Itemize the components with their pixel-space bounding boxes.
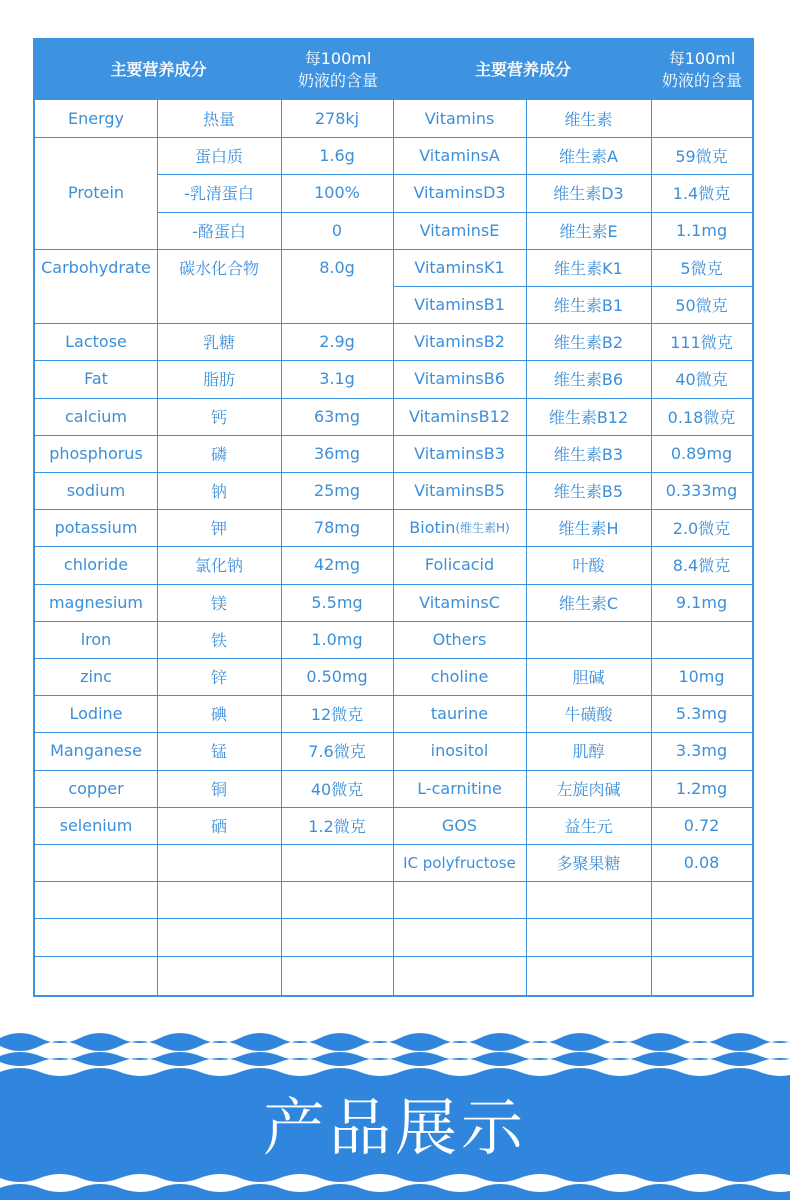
grid-line (393, 100, 394, 995)
vitamin-value (651, 621, 752, 658)
grid-line (35, 398, 393, 399)
energy-label: Energy (67, 109, 124, 129)
vitamin-value: 0.333mg (665, 481, 738, 501)
nutrient-value: 40微克 (310, 779, 364, 799)
grid-line (35, 881, 393, 882)
grid-line (393, 956, 754, 957)
protein-sub-label: -酪蛋白 (192, 221, 246, 241)
grid-line (393, 881, 754, 882)
wave-top-line (0, 1033, 790, 1051)
vitamin-label-cn: 肌醇 (572, 742, 605, 762)
nutrient-label: sodium (66, 481, 126, 501)
nutrient-value: 1.2微克 (308, 816, 366, 836)
carbohydrate-value: 8.0g (319, 257, 355, 277)
grid-line (157, 212, 393, 213)
grid-line (35, 956, 393, 957)
protein-sub-value: 1.6g (319, 146, 355, 166)
wave-top-line-2 (0, 1052, 790, 1066)
vitamin-label: Vitamins (424, 109, 495, 129)
grid-line (35, 137, 393, 138)
header-content-left: 每100ml 奶液的含量 (297, 49, 378, 90)
vitamin-label-cn: 维生素B2 (553, 333, 624, 353)
carbohydrate-label: Carbohydrate (41, 257, 151, 277)
vitamin-label-cn: 维生素A (559, 147, 618, 167)
vitamin-label: VitaminsB12 (409, 406, 510, 426)
vitamin-label: taurine (430, 704, 489, 724)
vitamin-label-cn: 维生素B12 (548, 407, 629, 427)
nutrient-label: zinc (80, 667, 112, 687)
nutrient-label-cn: 脂肪 (202, 370, 235, 390)
header-content-right: 每100ml 奶液的含量 (661, 49, 742, 90)
grid-line (35, 472, 393, 473)
vitamin-label: VitaminsC (419, 592, 500, 612)
vitamin-value: 5.3mg (675, 704, 728, 724)
protein-sub-value: 100% (314, 183, 360, 203)
vitamin-label-cn: 牛磺酸 (564, 705, 613, 725)
vitamin-value: 10mg (678, 667, 725, 687)
vitamin-label: VitaminsB5 (414, 481, 505, 501)
grid-line (393, 770, 754, 771)
nutrient-label-cn: 锰 (210, 742, 227, 762)
nutrient-label: Fat (84, 369, 108, 389)
vitamin-value: 40微克 (675, 370, 728, 390)
grid-line (35, 621, 393, 622)
nutrient-label: chloride (63, 555, 129, 575)
header-nutrients-right: 主要营养成分 (474, 60, 571, 79)
vitamin-label-cn: 多聚果糖 (556, 854, 621, 874)
vitamin-label: VitaminsB3 (414, 443, 505, 463)
vitamin-label: inositol (430, 741, 489, 761)
grid-line (35, 918, 393, 919)
nutrient-label: Lodine (69, 704, 123, 724)
protein-sub-value: 0 (331, 220, 343, 240)
nutrient-label: Lactose (65, 332, 127, 352)
biotin-subtext: (维生素H) (455, 521, 510, 536)
vitamin-label: VitaminsE (419, 220, 500, 240)
grid-line (393, 732, 754, 733)
vitamin-label-cn: 叶酸 (572, 556, 605, 576)
protein-sub-label: 蛋白质 (194, 147, 243, 167)
vitamin-label: Others (432, 629, 487, 649)
vitamin-value: 1.1mg (675, 220, 728, 240)
vitamin-label: VitaminsA (419, 146, 500, 166)
vitamin-value: 0.89mg (670, 443, 733, 463)
vitamin-value: 0.72 (683, 815, 720, 835)
nutrient-value: 42mg (313, 555, 361, 575)
vitamin-value: 0.08 (683, 853, 720, 873)
grid-line (393, 398, 754, 399)
vitamin-label: Folicacid (424, 555, 495, 575)
nutrient-value: 78mg (313, 518, 361, 538)
nutrient-label-cn: 碘 (210, 705, 227, 725)
grid-line (526, 100, 527, 995)
grid-line (393, 360, 754, 361)
vitamin-label-cn: 维生素B3 (553, 444, 624, 464)
nutrient-label: magnesium (48, 592, 144, 612)
grid-line (35, 360, 393, 361)
nutrient-value: 12微克 (310, 705, 364, 725)
nutrient-label: calcium (64, 406, 127, 426)
grid-line (35, 732, 393, 733)
vitamin-label: IC polyfructose (403, 853, 516, 872)
grid-line (35, 695, 393, 696)
nutrient-value: 2.9g (319, 332, 355, 352)
grid-line (393, 509, 754, 510)
vitamin-label-cn (526, 621, 651, 658)
grid-line (393, 695, 754, 696)
protein-label: Protein (67, 183, 125, 203)
nutrient-label-cn: 磷 (210, 444, 227, 464)
vitamin-value: 3.3mg (675, 741, 728, 761)
vitamin-value (651, 100, 752, 137)
vitamin-value: 8.4微克 (672, 556, 731, 576)
grid-line (393, 174, 754, 175)
vitamin-label-cn: 维生素H (558, 519, 619, 539)
grid-line (393, 621, 754, 622)
grid-line (157, 174, 393, 175)
vitamin-label: choline (430, 667, 489, 687)
vitamin-label-cn: 益生元 (564, 816, 613, 836)
vitamin-label-cn: 维生素 (564, 110, 613, 130)
vitamin-value: 1.4微克 (672, 184, 731, 204)
nutrient-label-cn: 镁 (210, 593, 227, 613)
nutrient-label-cn: 钾 (210, 519, 227, 539)
nutrient-label-cn: 铜 (210, 779, 227, 799)
vitamin-label: VitaminsB1 (414, 295, 505, 315)
vitamin-label: VitaminsK1 (414, 257, 505, 277)
grid-line (393, 435, 754, 436)
nutrient-value: 0.50mg (306, 667, 368, 687)
grid-line (393, 807, 754, 808)
vitamin-value: 111微克 (670, 333, 733, 353)
grid-line (35, 509, 393, 510)
grid-line (35, 807, 393, 808)
grid-line (35, 323, 393, 324)
nutrient-label-cn: 铁 (210, 630, 227, 650)
vitamin-label: L-carnitine (417, 778, 502, 798)
vitamin-label-cn: 维生素D3 (553, 184, 624, 204)
biotin-text: Biotin (409, 518, 456, 538)
grid-line (35, 249, 393, 250)
grid-line (393, 584, 754, 585)
nutrient-label: phosphorus (49, 443, 143, 463)
nutrient-value: 36mg (313, 443, 361, 463)
grid-line (35, 658, 393, 659)
vitamin-value: 50微克 (675, 296, 728, 316)
wave-bottom-line (0, 1184, 790, 1200)
header-nutrients-left: 主要营养成分 (110, 60, 207, 79)
grid-line (393, 286, 754, 287)
vitamin-value: 9.1mg (675, 592, 728, 612)
grid-line (651, 100, 652, 995)
vitamin-label: VitaminsB6 (414, 369, 505, 389)
protein-sub-label: -乳清蛋白 (184, 184, 254, 204)
vitamin-value: 0.18微克 (667, 407, 736, 427)
vitamin-label-cn: 左旋肉碱 (556, 779, 621, 799)
nutrient-label-cn: 乳糖 (202, 333, 235, 353)
nutrient-label: Manganese (50, 741, 142, 761)
nutrient-label-cn: 锌 (210, 668, 227, 688)
vitamin-value: 2.0微克 (672, 519, 731, 539)
nutrient-value: 1.0mg (311, 629, 363, 649)
grid-line (393, 844, 754, 845)
grid-line (393, 918, 754, 919)
vitamin-label: VitaminsD3 (413, 183, 506, 203)
table-header (35, 40, 752, 100)
nutrient-label: selenium (59, 815, 133, 835)
energy-label-cn: 热量 (202, 110, 235, 130)
nutrient-label-cn: 氯化钠 (194, 556, 243, 576)
nutrient-value: 63mg (313, 406, 361, 426)
grid-line (35, 844, 393, 845)
vitamin-label-cn: 维生素B6 (553, 370, 624, 390)
vitamin-label-cn: 维生素K1 (554, 258, 623, 278)
grid-line (35, 546, 393, 547)
nutrient-label: lron (80, 629, 112, 649)
nutrient-label-cn: 钙 (210, 407, 227, 427)
grid-line (393, 546, 754, 547)
nutrition-table (33, 38, 754, 997)
grid-line (393, 212, 754, 213)
vitamin-value: 5微克 (680, 258, 723, 278)
page-title: 产品展示 (262, 1090, 527, 1164)
vitamin-value: 1.2mg (675, 778, 728, 798)
nutrient-label: copper (68, 778, 124, 798)
grid-line (35, 584, 393, 585)
nutrient-label-cn: 硒 (210, 816, 227, 836)
grid-line (393, 249, 754, 250)
nutrient-value: 25mg (313, 481, 361, 501)
grid-line (157, 100, 158, 995)
vitamin-label-cn: 维生素E (559, 221, 618, 241)
nutrient-value: 7.6微克 (308, 742, 366, 762)
vitamin-label: GOS (441, 815, 478, 835)
vitamin-label (393, 509, 526, 546)
energy-value: 278kj (314, 109, 360, 129)
vitamin-value: 59微克 (675, 147, 728, 167)
vitamin-label-cn: 维生素B5 (553, 482, 624, 502)
nutrient-value: 5.5mg (311, 592, 363, 612)
grid-line (393, 472, 754, 473)
vitamin-label-cn: 胆碱 (572, 668, 605, 688)
vitamin-label: VitaminsB2 (414, 332, 505, 352)
grid-line (393, 658, 754, 659)
nutrient-label-cn: 钠 (210, 482, 227, 502)
grid-line (35, 435, 393, 436)
carbohydrate-label-cn: 碳水化合物 (178, 258, 259, 278)
grid-line (393, 323, 754, 324)
vitamin-label-cn: 维生素B1 (553, 296, 624, 316)
nutrient-value: 3.1g (319, 369, 355, 389)
vitamin-label-cn: 维生素C (558, 593, 619, 613)
grid-line (281, 100, 282, 995)
grid-line (35, 770, 393, 771)
nutrient-label: potassium (54, 518, 138, 538)
grid-line (393, 137, 754, 138)
